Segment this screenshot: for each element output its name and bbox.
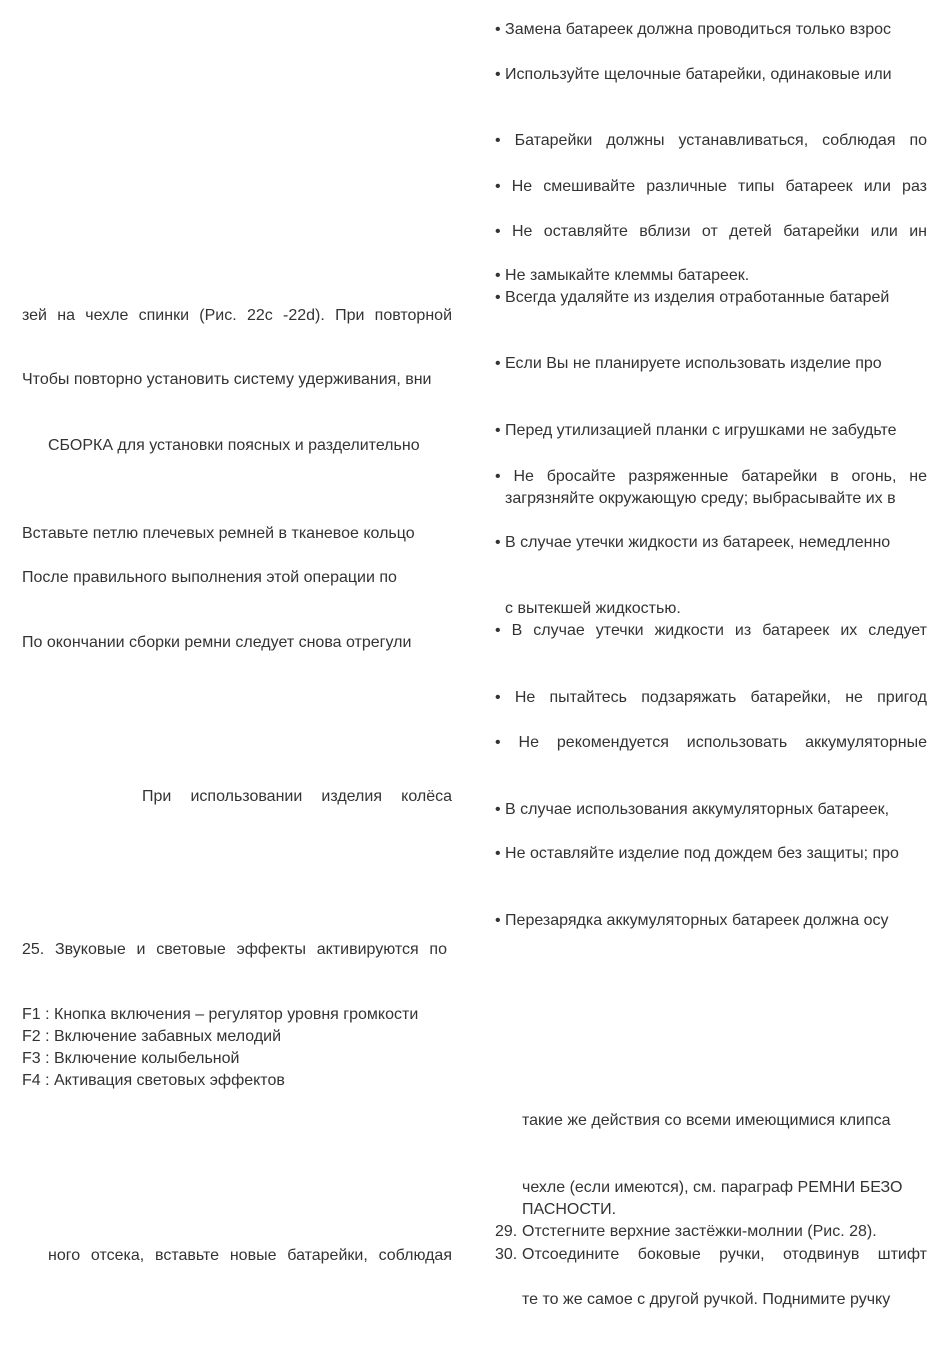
text-f2: F2 : Включение забавных мелодий <box>22 1028 282 1045</box>
bullet-leak-1: • В случае утечки жидкости из батареек, немедленно <box>495 532 927 554</box>
text-after-operation: После правильного выполнения этой операции по <box>22 569 397 586</box>
text-back-cover: зей на чехле спинки (Рис. 22c -22d). При повторной <box>22 307 452 324</box>
text-step-25: 25. Звуковые и световые эффекты активируются по <box>22 941 447 958</box>
text-f4: F4 : Активация световых эффектов <box>22 1072 285 1089</box>
bullet-no-fire: • Не бросайте разряженные батарейки в огонь, не <box>495 466 927 488</box>
bullet-no-rechargeable: • Не рекомендуется использовать аккумуляторные <box>495 732 927 754</box>
text-reinstall-harness: Чтобы повторно установить систему удерживания, вни <box>22 371 432 388</box>
bullet-rain: • Не оставляйте изделие под дождем без защиты; про <box>495 843 927 865</box>
text-battery-compartment: ного отсека, вставьте новые батарейки, соблюдая <box>48 1247 452 1264</box>
bullet-long-storage: • Если Вы не планируете использовать изделие про <box>495 353 927 375</box>
step-cover-text-cont: ПАСНОСТИ. <box>522 1201 617 1218</box>
text-insert-loop: Вставьте петлю плечевых ремней в тканевое кольцо <box>22 525 415 542</box>
bullet-no-short-circuit: • Не замыкайте клеммы батареек. <box>495 265 927 287</box>
bullet-remove-used: • Всегда удаляйте из изделия отработанные батарей <box>495 287 927 309</box>
bullet-no-recharge: • Не пытайтесь подзаряжать батарейки, не пригод <box>495 687 927 709</box>
bullet-disposal: • Перед утилизацией планки с игрушками не забудьте <box>495 420 927 442</box>
bullet-alkaline-batteries: • Используйте щелочные батарейки, одинаковые или <box>495 64 927 86</box>
text-f1: F1 : Кнопка включения – регулятор уровня громкости <box>22 1006 419 1023</box>
step-clips-text: такие же действия со всеми имеющимися клипса <box>522 1112 891 1129</box>
bullet-keep-from-children: • Не оставляйте вблизи от детей батарейки или ин <box>495 221 927 243</box>
bullet-battery-polarity: • Батарейки должны устанавливаться, соблюдая по <box>495 130 927 152</box>
bullet-no-mixing: • Не смешивайте различные типы батареек или раз <box>495 176 927 198</box>
text-assembly: СБОРКА для установки поясных и разделительно <box>48 437 420 454</box>
bullet-leak-1-cont: с вытекшей жидкостью. <box>505 600 681 617</box>
bullet-rechargeable-use: • В случае использования аккумуляторных батареек, <box>495 799 927 821</box>
text-wheels: При использовании изделия колёса <box>142 788 452 805</box>
step-29-text: Отстегните верхние застёжки-молнии (Рис. 28). <box>522 1223 877 1240</box>
bullet-leak-2: • В случае утечки жидкости из батареек их следует <box>495 620 927 642</box>
step-30-number: 30. <box>495 1246 518 1263</box>
bullet-recharging: • Перезарядка аккумуляторных батареек должна осу <box>495 910 927 932</box>
step-30-cont: те то же самое с другой ручкой. Поднимите ручку <box>522 1291 891 1308</box>
step-29-number: 29. <box>495 1223 518 1240</box>
bullet-battery-replacement: • Замена батареек должна проводиться только взрос <box>495 19 927 41</box>
text-f3: F3 : Включение колыбельной <box>22 1050 240 1067</box>
step-cover-text: чехле (если имеются), см. параграф РЕМНИ БЕЗО <box>522 1179 903 1196</box>
step-30-text: Отсоедините боковые ручки, отодвинув штифт <box>522 1246 927 1263</box>
bullet-no-fire-cont: загрязняйте окружающую среду; выбрасывайте их в <box>505 490 896 507</box>
text-adjust-straps: По окончании сборки ремни следует снова отрегули <box>22 634 412 651</box>
